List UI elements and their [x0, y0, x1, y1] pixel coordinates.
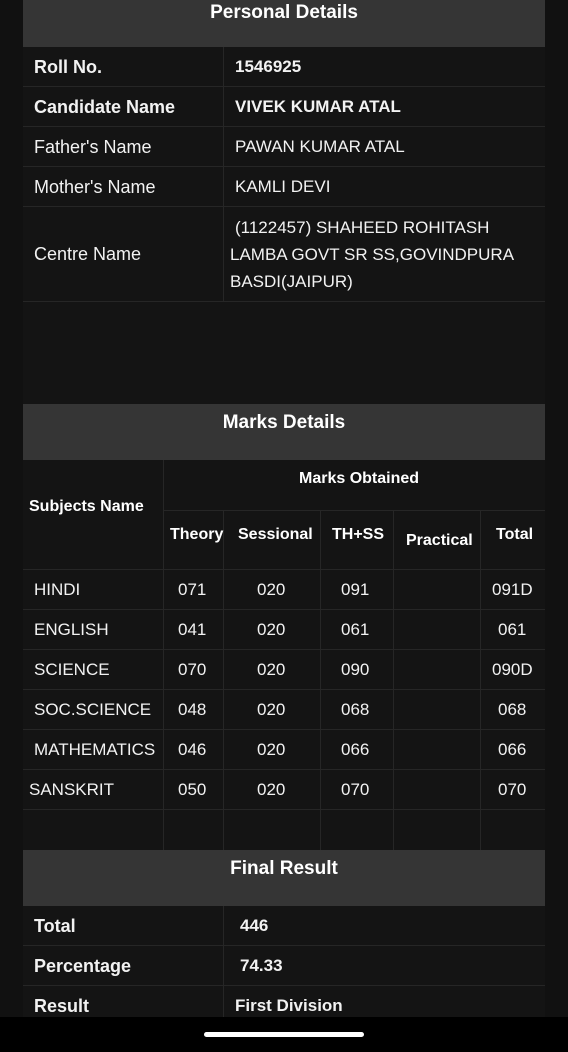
col-practical-header: Practical	[406, 532, 473, 549]
grid-line	[320, 510, 321, 850]
result-label: Result	[34, 996, 90, 1016]
thss-mark: 068	[341, 700, 370, 719]
percentage-value: 74.33	[240, 956, 283, 975]
roll-no-value: 1546925	[235, 57, 302, 76]
father-name-label: Father's Name	[34, 137, 152, 157]
result-row	[23, 986, 545, 1017]
col-total-header: Total	[496, 526, 534, 543]
roll-no-row	[23, 47, 545, 87]
home-indicator[interactable]	[204, 1032, 364, 1037]
final-total-row	[23, 906, 545, 946]
grid-line	[23, 689, 545, 690]
subject-name: MATHEMATICS	[34, 740, 156, 759]
total-mark: 061	[498, 620, 527, 639]
grid-line	[23, 729, 545, 730]
grid-line	[23, 569, 545, 570]
col-sessional-header: Sessional	[238, 526, 313, 543]
percentage-row	[23, 946, 545, 986]
thss-mark: 070	[341, 780, 370, 799]
grid-line	[23, 609, 545, 610]
subject-name: HINDI	[34, 580, 81, 599]
sessional-mark: 020	[257, 620, 286, 639]
roll-no-label: Roll No.	[34, 57, 102, 77]
candidate-name-value: VIVEK KUMAR ATAL	[235, 97, 401, 116]
subject-name: ENGLISH	[34, 620, 109, 639]
total-mark: 070	[498, 780, 527, 799]
theory-mark: 071	[178, 580, 207, 599]
sessional-mark: 020	[257, 780, 286, 799]
marks-table	[23, 460, 545, 850]
grid-line	[23, 649, 545, 650]
grid-line	[163, 460, 164, 850]
theory-mark: 050	[178, 780, 207, 799]
centre-name-line-3: BASDI(JAIPUR)	[230, 272, 353, 291]
centre-name-label: Centre Name	[34, 244, 142, 264]
final-total-label: Total	[34, 916, 76, 936]
col-thss-header: TH+SS	[332, 526, 385, 543]
grid-line	[23, 809, 545, 810]
centre-name-row	[23, 207, 545, 302]
final-result-header: Final Result	[23, 850, 545, 906]
grid-line	[223, 510, 224, 850]
grid-line	[480, 510, 481, 850]
mother-name-value: KAMLI DEVI	[235, 177, 331, 196]
father-name-value: PAWAN KUMAR ATAL	[235, 137, 405, 156]
grid-line	[393, 510, 394, 850]
total-mark: 090D	[492, 660, 533, 679]
subject-name: SANSKRIT	[29, 780, 115, 799]
personal-details-header: Personal Details	[23, 0, 545, 47]
mother-name-row	[23, 167, 545, 207]
candidate-name-label: Candidate Name	[34, 97, 176, 117]
result-value: First Division	[235, 996, 343, 1015]
theory-mark: 046	[178, 740, 207, 759]
total-mark: 091D	[492, 580, 533, 599]
theory-mark: 048	[178, 700, 207, 719]
sessional-mark: 020	[257, 740, 286, 759]
centre-name-line-1: (1122457) SHAHEED ROHITASH	[235, 218, 490, 237]
mother-name-label: Mother's Name	[34, 177, 156, 197]
grid-line	[23, 769, 545, 770]
total-mark: 068	[498, 700, 527, 719]
thss-mark: 091	[341, 580, 370, 599]
theory-mark: 041	[178, 620, 207, 639]
thss-mark: 066	[341, 740, 370, 759]
centre-name-line-2: LAMBA GOVT SR SS,GOVINDPURA	[230, 245, 515, 264]
candidate-name-row	[23, 87, 545, 127]
thss-mark: 061	[341, 620, 370, 639]
subject-name: SOC.SCIENCE	[34, 700, 152, 719]
grid-line	[163, 510, 545, 511]
marks-obtained-header: Marks Obtained	[299, 470, 420, 487]
sessional-mark: 020	[257, 700, 286, 719]
subjects-name-header: Subjects Name	[29, 498, 144, 515]
sessional-mark: 020	[257, 660, 286, 679]
thss-mark: 090	[341, 660, 370, 679]
total-mark: 066	[498, 740, 527, 759]
subject-name: SCIENCE	[34, 660, 110, 679]
sessional-mark: 020	[257, 580, 286, 599]
marks-details-header: Marks Details	[23, 404, 545, 460]
col-theory-header: Theory	[170, 526, 224, 543]
theory-mark: 070	[178, 660, 207, 679]
father-name-row	[23, 127, 545, 167]
percentage-label: Percentage	[34, 956, 132, 976]
final-total-value: 446	[240, 916, 269, 935]
